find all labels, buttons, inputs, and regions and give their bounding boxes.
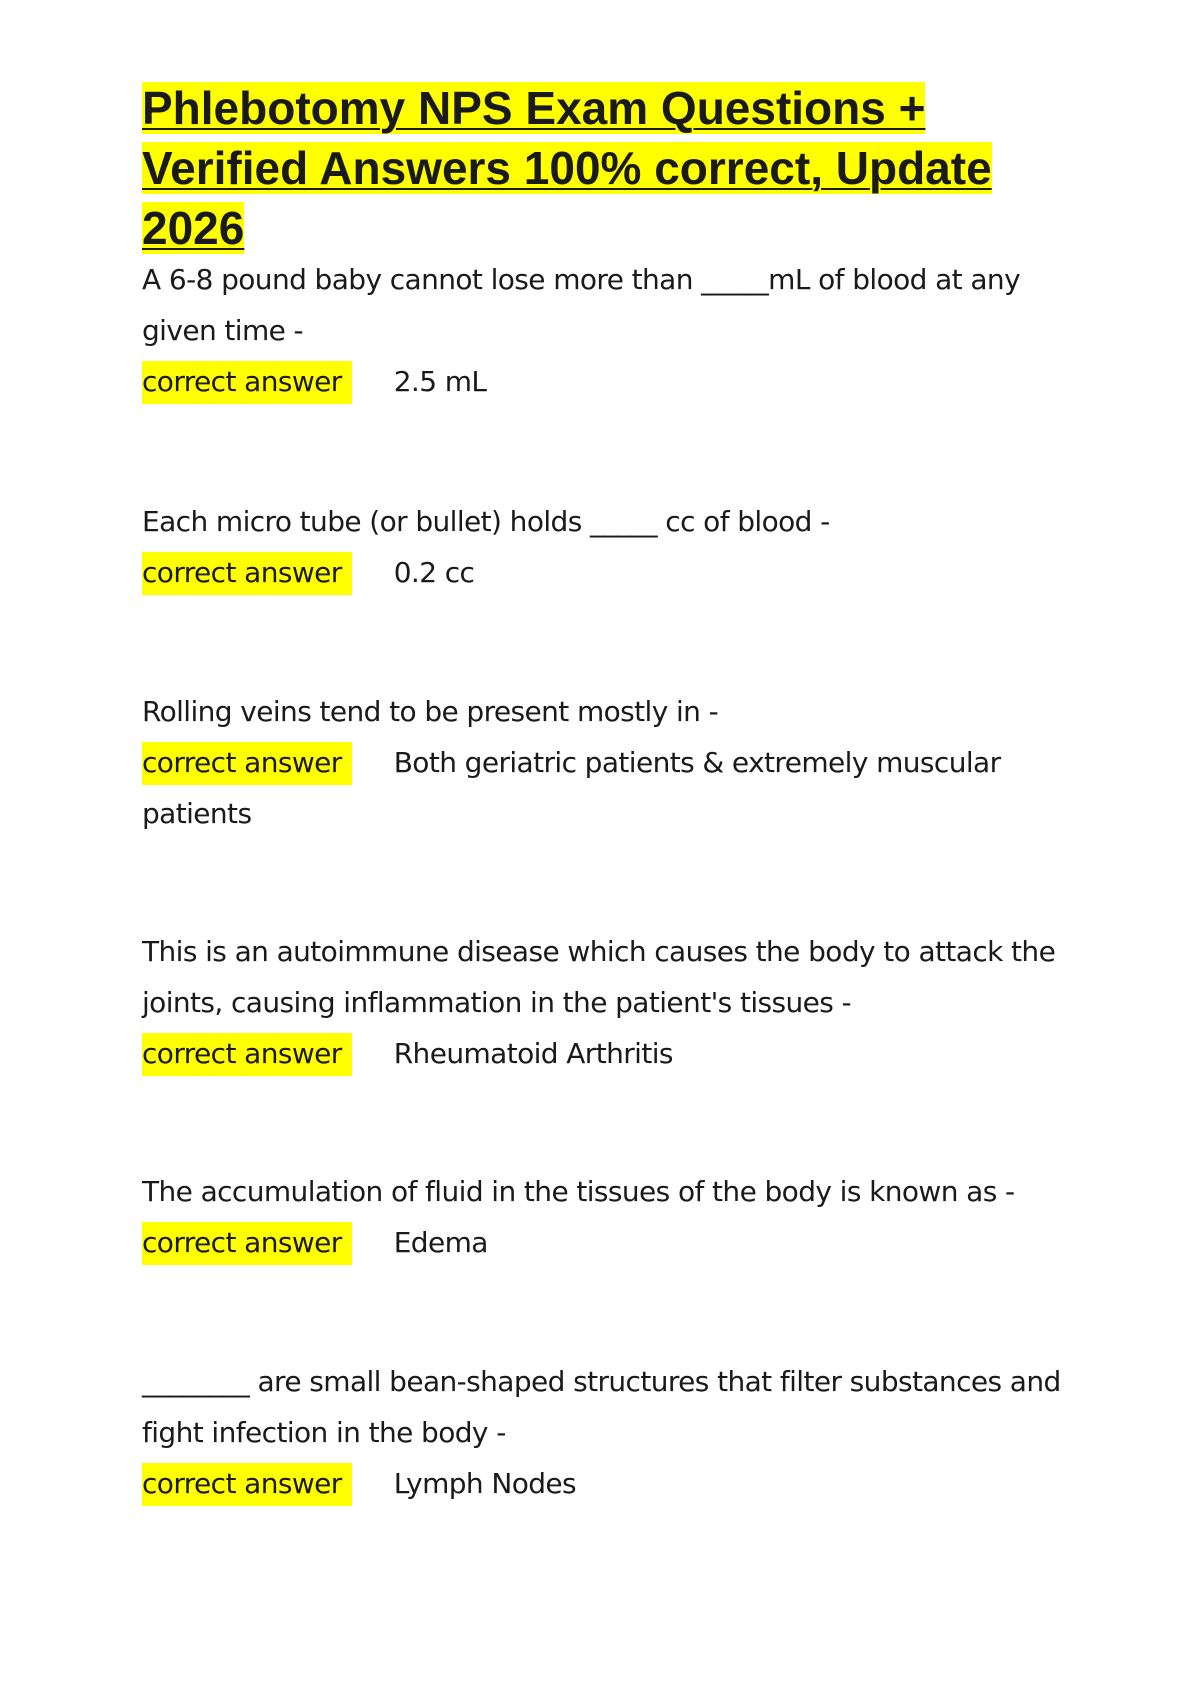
qa-item-2 <box>142 496 1072 598</box>
question-2: Each micro tube (or bullet) holds _____ cc of blood - <box>142 505 830 538</box>
answer-row-5 <box>142 1217 1072 1268</box>
answer-row-2 <box>142 547 1072 598</box>
qa-item-3 <box>142 686 1072 839</box>
correct-answer-label: correct answer <box>142 552 352 595</box>
answer-2: 0.2 cc <box>393 556 475 589</box>
qa-item-1 <box>142 254 1072 407</box>
answer-4: Rheumatoid Arthritis <box>393 1037 673 1070</box>
answer-5: Edema <box>393 1226 488 1259</box>
answer-6: Lymph Nodes <box>393 1467 577 1500</box>
correct-answer-label: correct answer <box>142 361 352 404</box>
answer-row-4 <box>142 1028 1072 1079</box>
answer-row-1 <box>142 356 1072 407</box>
answer-row-6 <box>142 1458 1072 1509</box>
document-title <box>142 78 1072 258</box>
document-page <box>142 78 1072 1500</box>
answer-3: Both geriatric patients & extremely muscular patients <box>142 746 1001 830</box>
correct-answer-label: correct answer <box>142 1033 352 1076</box>
answer-row-3 <box>142 737 1072 839</box>
question-4: This is an autoimmune disease which causes the body to attack the joints, causing inflammation in the patient's tissues - <box>142 935 1056 1019</box>
question-5: The accumulation of fluid in the tissues of the body is known as - <box>142 1175 1015 1208</box>
question-1: A 6-8 pound baby cannot lose more than _____mL of blood at any given time - <box>142 263 1021 347</box>
qa-item-5 <box>142 1166 1072 1268</box>
correct-answer-label: correct answer <box>142 1463 352 1506</box>
answer-1: 2.5 mL <box>393 365 487 398</box>
document-title-text: Phlebotomy NPS Exam Questions + Verified Answers 100% correct, Update 2026 <box>142 82 992 254</box>
correct-answer-label: correct answer <box>142 1222 352 1265</box>
question-3: Rolling veins tend to be present mostly in - <box>142 695 719 728</box>
correct-answer-label: correct answer <box>142 742 352 785</box>
qa-item-6 <box>142 1356 1072 1509</box>
qa-item-4 <box>142 926 1072 1079</box>
question-6: ________ are small bean-shaped structures that filter substances and fight infection in the body - <box>142 1365 1061 1449</box>
